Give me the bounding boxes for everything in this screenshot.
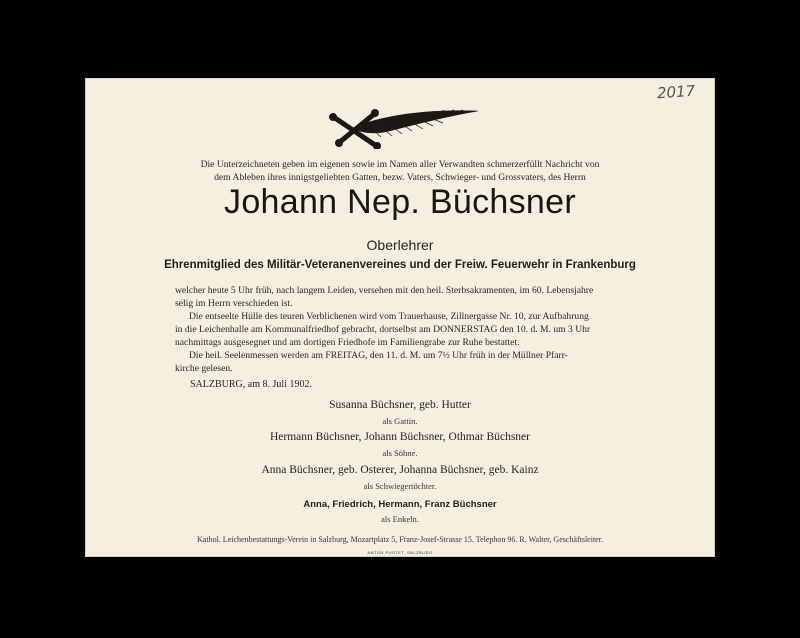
body-line: selig im Herrn verschieden ist. [175,298,293,309]
body-line: nachmittags ausgesegnet und am dortigen Friedhofe im Familiengrabe zur Ruhe bestattet. [175,337,520,348]
mourner-names: Anna Büchsner, geb. Osterer, Johanna Büchsner, geb. Kainz [261,464,539,476]
cross-and-palm-branch-icon [313,103,483,149]
deceased-profession: Oberlehrer [366,237,434,253]
mourner-role: als Söhne. [382,448,418,458]
body-line: Die heil. Seelenmessen werden am FREITAG, den 11. d. M. um 7½ Uhr früh in der Müllner Pfarr- [189,350,568,361]
mourner-names: Anna, Friedrich, Hermann, Franz Büchsner [303,499,497,510]
mourner-role: als Gattin. [382,416,418,426]
intro-line: Die Unterzeichneten geben im eigenen sowie im Namen aller Verwandten schmerzerfüllt Nachricht von [200,159,600,170]
body-line: in die Leichenhalle am Kommunalfriedhof gebracht, dortselbst am DONNERSTAG den 10. d. M. um 3 Uhr [175,324,591,335]
archive-number: 2017 [656,81,696,103]
mourner-names: Hermann Büchsner, Johann Büchsner, Othmar Büchsner [269,431,530,443]
honorary-membership: Ehrenmitglied des Militär-Veteranenvereines und der Freiw. Feuerwehr in Frankenburg [164,259,636,271]
funeral-association-footer: Kathol. Leichenbestattungs-Verein in Salzburg, Mozartplatz 5, Franz-Josef-Strasse 15. Telephon 96. R. Walter, Geschäftsleiter. [197,535,603,544]
mourner-names: Susanna Büchsner, geb. Hutter [329,399,471,411]
mourner-role: als Enkeln. [381,514,419,524]
body-line: Die entseelte Hülle des teuren Verblichenen wird vom Trauerhause, Zillnergasse Nr. 10, zur Aufbahrung [189,311,589,322]
intro-line: dem Ableben ihres innigstgeliebten Gatten, bezw. Vaters, Schwieger- und Grossvaters, des Herrn [214,172,586,183]
body-line: kirche gelesen. [175,363,233,374]
body-line: welcher heute 5 Uhr früh, nach langem Leiden, versehen mit den heil. Sterbsakramenten, im 60. Lebensjahre [175,285,594,296]
printer-imprint: ANTON PUSTET, SALZBURG [367,550,433,555]
deceased-name: Johann Nep. Büchsner [224,183,576,221]
intro-text [100,158,700,184]
mourner-role: als Schwiegertöchter. [363,481,437,491]
notice-body [175,284,630,375]
place-and-date: SALZBURG, am 8. Juli 1902. [190,379,312,390]
